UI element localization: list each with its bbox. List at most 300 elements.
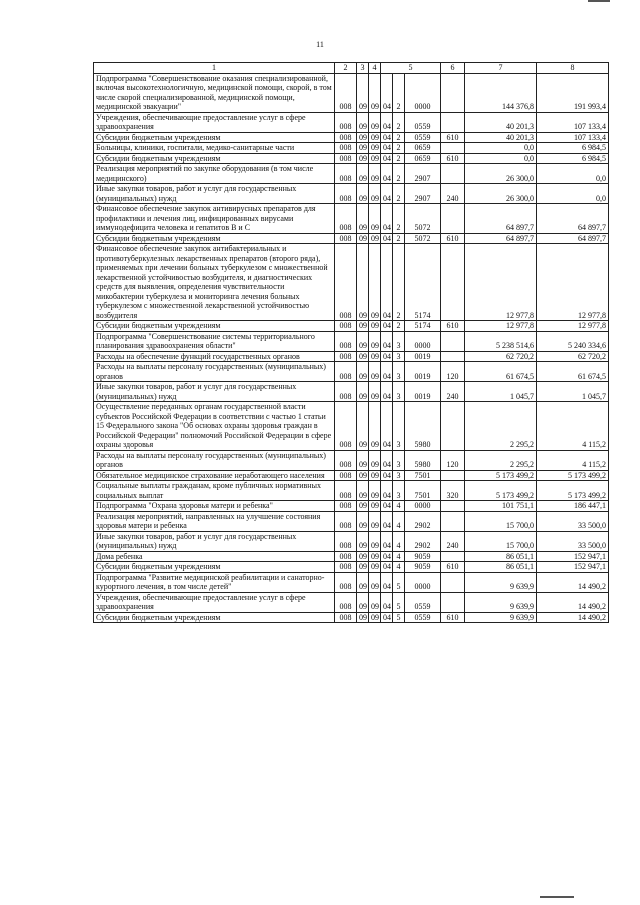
row-name: Финансовое обеспечение закупок антивирусных препаратов для профилактики и лечения лиц, инфицированных вирусами иммунодефицита человека и гепатитов В и С xyxy=(94,204,335,234)
code-section: 09 xyxy=(357,331,369,351)
code-subsection: 09 xyxy=(369,382,381,402)
code-subsection: 09 xyxy=(369,112,381,132)
value-year-1: 86 051,1 xyxy=(465,562,537,573)
code-ministry: 008 xyxy=(335,511,357,531)
code-subprogram: 2 xyxy=(393,204,405,234)
value-year-2: 1 045,7 xyxy=(537,382,609,402)
value-year-2: 0,0 xyxy=(537,184,609,204)
code-expense-type xyxy=(441,112,465,132)
code-ministry: 008 xyxy=(335,331,357,351)
code-direction: 7501 xyxy=(405,470,441,481)
code-expense-type xyxy=(441,572,465,592)
code-program: 04 xyxy=(381,204,393,234)
value-year-2: 14 490,2 xyxy=(537,612,609,623)
value-year-2: 14 490,2 xyxy=(537,592,609,612)
code-ministry: 008 xyxy=(335,481,357,501)
code-subsection: 09 xyxy=(369,481,381,501)
code-program: 04 xyxy=(381,321,393,332)
code-ministry: 008 xyxy=(335,592,357,612)
code-direction: 0559 xyxy=(405,112,441,132)
code-expense-type: 610 xyxy=(441,132,465,143)
code-subsection: 09 xyxy=(369,164,381,184)
value-year-2: 4 115,2 xyxy=(537,402,609,451)
code-subsection: 09 xyxy=(369,470,381,481)
code-subprogram: 3 xyxy=(393,481,405,501)
value-year-1: 64 897,7 xyxy=(465,204,537,234)
value-year-1: 9 639,9 xyxy=(465,612,537,623)
code-program: 04 xyxy=(381,481,393,501)
code-section: 09 xyxy=(357,511,369,531)
code-direction: 0019 xyxy=(405,362,441,382)
row-name: Финансовое обеспечение закупок антибактериальных и противотуберкулезных лекарственных препаратов (второго ряда), применяемых при лечении больных туберкулезом с множественной лекарственной устойчивостью возбудителя, и диагностических средств для выявления, определения чувствительности микобактерии туберкулеза и мониторинга лечения больных туберкулезом с множественной лекарственной устойчивостью возбудителя xyxy=(94,244,335,321)
row-name: Субсидии бюджетным учреждениям xyxy=(94,153,335,164)
value-year-2: 107 133,4 xyxy=(537,112,609,132)
code-subprogram: 4 xyxy=(393,531,405,551)
value-year-1: 12 977,8 xyxy=(465,244,537,321)
code-program: 04 xyxy=(381,470,393,481)
code-subprogram: 4 xyxy=(393,551,405,562)
code-ministry: 008 xyxy=(335,132,357,143)
code-expense-type xyxy=(441,204,465,234)
table-row xyxy=(94,362,609,382)
code-subprogram: 5 xyxy=(393,572,405,592)
value-year-2: 33 500,0 xyxy=(537,531,609,551)
code-expense-type xyxy=(441,244,465,321)
code-section: 09 xyxy=(357,244,369,321)
table-row xyxy=(94,531,609,551)
code-program: 04 xyxy=(381,351,393,362)
code-ministry: 008 xyxy=(335,112,357,132)
table-row xyxy=(94,143,609,154)
scan-mark-bottom xyxy=(540,896,574,898)
code-direction: 0000 xyxy=(405,501,441,512)
header-col-1: 1 xyxy=(94,63,335,74)
table-row xyxy=(94,233,609,244)
code-ministry: 008 xyxy=(335,184,357,204)
code-expense-type: 610 xyxy=(441,321,465,332)
code-section: 09 xyxy=(357,612,369,623)
row-name: Осуществление переданных органам государственной власти субъектов Российской Федерации в соответствии с частью 1 статьи 15 Федерального закона "Об основах охраны здоровья граждан в Российской Федерации" полномочий Российской Федерации в сфере охраны здоровья xyxy=(94,402,335,451)
value-year-2: 5 173 499,2 xyxy=(537,481,609,501)
code-direction: 0019 xyxy=(405,382,441,402)
code-section: 09 xyxy=(357,233,369,244)
value-year-2: 33 500,0 xyxy=(537,511,609,531)
value-year-2: 107 133,4 xyxy=(537,132,609,143)
value-year-1: 9 639,9 xyxy=(465,572,537,592)
code-direction: 0559 xyxy=(405,612,441,623)
code-expense-type xyxy=(441,73,465,112)
row-name: Субсидии бюджетным учреждениям xyxy=(94,562,335,573)
code-expense-type xyxy=(441,592,465,612)
code-subsection: 09 xyxy=(369,531,381,551)
table-row xyxy=(94,402,609,451)
code-section: 09 xyxy=(357,501,369,512)
code-subsection: 09 xyxy=(369,331,381,351)
value-year-1: 26 300,0 xyxy=(465,184,537,204)
table-row xyxy=(94,572,609,592)
code-subprogram: 3 xyxy=(393,351,405,362)
code-direction: 0000 xyxy=(405,572,441,592)
code-direction: 5174 xyxy=(405,244,441,321)
code-program: 04 xyxy=(381,73,393,112)
table-row xyxy=(94,511,609,531)
code-subsection: 09 xyxy=(369,233,381,244)
code-section: 09 xyxy=(357,592,369,612)
table-body xyxy=(94,73,609,623)
value-year-1: 86 051,1 xyxy=(465,551,537,562)
code-expense-type xyxy=(441,351,465,362)
table-row xyxy=(94,73,609,112)
header-col-8: 8 xyxy=(537,63,609,74)
value-year-1: 40 201,3 xyxy=(465,132,537,143)
code-section: 09 xyxy=(357,450,369,470)
row-name: Субсидии бюджетным учреждениям xyxy=(94,321,335,332)
code-subprogram: 3 xyxy=(393,331,405,351)
table-row xyxy=(94,204,609,234)
code-expense-type: 240 xyxy=(441,184,465,204)
code-expense-type xyxy=(441,501,465,512)
code-subsection: 09 xyxy=(369,562,381,573)
row-name: Иные закупки товаров, работ и услуг для государственных (муниципальных) нужд xyxy=(94,531,335,551)
code-subsection: 09 xyxy=(369,204,381,234)
code-program: 04 xyxy=(381,501,393,512)
value-year-1: 144 376,8 xyxy=(465,73,537,112)
code-expense-type: 610 xyxy=(441,233,465,244)
row-name: Социальные выплаты гражданам, кроме публичных нормативных социальных выплат xyxy=(94,481,335,501)
code-program: 04 xyxy=(381,233,393,244)
code-section: 09 xyxy=(357,362,369,382)
table-row xyxy=(94,470,609,481)
header-col-4: 4 xyxy=(369,63,381,74)
value-year-2: 6 984,5 xyxy=(537,143,609,154)
row-name: Подпрограмма "Совершенствование оказания специализированной, включая высокотехнологичную, медицинской помощи, скорой, в том числе скорой специализированной, медицинской помощи, медицинской эвакуации" xyxy=(94,73,335,112)
code-ministry: 008 xyxy=(335,612,357,623)
code-subprogram: 2 xyxy=(393,164,405,184)
row-name: Расходы на выплаты персоналу государственных (муниципальных) органов xyxy=(94,362,335,382)
code-section: 09 xyxy=(357,204,369,234)
code-section: 09 xyxy=(357,382,369,402)
code-ministry: 008 xyxy=(335,551,357,562)
table-row xyxy=(94,612,609,623)
value-year-2: 191 993,4 xyxy=(537,73,609,112)
table-row xyxy=(94,562,609,573)
code-subprogram: 2 xyxy=(393,184,405,204)
value-year-1: 15 700,0 xyxy=(465,531,537,551)
value-year-1: 5 173 499,2 xyxy=(465,470,537,481)
code-direction: 5980 xyxy=(405,402,441,451)
row-name: Расходы на обеспечение функций государственных органов xyxy=(94,351,335,362)
code-expense-type: 120 xyxy=(441,450,465,470)
value-year-1: 64 897,7 xyxy=(465,233,537,244)
table-row xyxy=(94,112,609,132)
code-section: 09 xyxy=(357,402,369,451)
value-year-1: 0,0 xyxy=(465,143,537,154)
code-direction: 0659 xyxy=(405,143,441,154)
code-direction: 0000 xyxy=(405,73,441,112)
code-subsection: 09 xyxy=(369,132,381,143)
code-program: 04 xyxy=(381,132,393,143)
code-subprogram: 3 xyxy=(393,450,405,470)
value-year-2: 5 173 499,2 xyxy=(537,470,609,481)
table-row xyxy=(94,481,609,501)
code-subprogram: 2 xyxy=(393,132,405,143)
code-ministry: 008 xyxy=(335,233,357,244)
code-subprogram: 5 xyxy=(393,592,405,612)
value-year-1: 62 720,2 xyxy=(465,351,537,362)
value-year-1: 5 173 499,2 xyxy=(465,481,537,501)
value-year-1: 1 045,7 xyxy=(465,382,537,402)
code-ministry: 008 xyxy=(335,501,357,512)
code-ministry: 008 xyxy=(335,321,357,332)
code-expense-type: 610 xyxy=(441,153,465,164)
row-name: Больницы, клиники, госпитали, медико-санитарные части xyxy=(94,143,335,154)
row-name: Субсидии бюджетным учреждениям xyxy=(94,233,335,244)
code-expense-type xyxy=(441,331,465,351)
value-year-2: 6 984,5 xyxy=(537,153,609,164)
code-section: 09 xyxy=(357,551,369,562)
code-direction: 0000 xyxy=(405,331,441,351)
row-name: Субсидии бюджетным учреждениям xyxy=(94,612,335,623)
code-subprogram: 2 xyxy=(393,153,405,164)
code-subsection: 09 xyxy=(369,592,381,612)
code-subsection: 09 xyxy=(369,351,381,362)
code-ministry: 008 xyxy=(335,73,357,112)
code-subprogram: 3 xyxy=(393,470,405,481)
value-year-2: 152 947,1 xyxy=(537,562,609,573)
code-ministry: 008 xyxy=(335,244,357,321)
code-subsection: 09 xyxy=(369,153,381,164)
code-subprogram: 4 xyxy=(393,562,405,573)
code-expense-type xyxy=(441,470,465,481)
code-direction: 9059 xyxy=(405,551,441,562)
code-subsection: 09 xyxy=(369,184,381,204)
code-program: 04 xyxy=(381,153,393,164)
code-direction: 9059 xyxy=(405,562,441,573)
value-year-1: 101 751,1 xyxy=(465,501,537,512)
budget-table xyxy=(93,62,609,623)
value-year-1: 26 300,0 xyxy=(465,164,537,184)
row-name: Подпрограмма "Совершенствование системы территориального планирования здравоохранения области" xyxy=(94,331,335,351)
code-section: 09 xyxy=(357,321,369,332)
code-program: 04 xyxy=(381,592,393,612)
table-row xyxy=(94,164,609,184)
code-section: 09 xyxy=(357,531,369,551)
table-row xyxy=(94,153,609,164)
code-ministry: 008 xyxy=(335,562,357,573)
code-subsection: 09 xyxy=(369,501,381,512)
code-direction: 2907 xyxy=(405,184,441,204)
code-subsection: 09 xyxy=(369,450,381,470)
table-row xyxy=(94,382,609,402)
code-subprogram: 3 xyxy=(393,362,405,382)
code-subprogram: 2 xyxy=(393,73,405,112)
code-ministry: 008 xyxy=(335,153,357,164)
code-program: 04 xyxy=(381,112,393,132)
value-year-1: 40 201,3 xyxy=(465,112,537,132)
code-section: 09 xyxy=(357,143,369,154)
value-year-2: 61 674,5 xyxy=(537,362,609,382)
code-program: 04 xyxy=(381,244,393,321)
code-subprogram: 2 xyxy=(393,321,405,332)
code-program: 04 xyxy=(381,362,393,382)
code-program: 04 xyxy=(381,562,393,573)
code-direction: 5174 xyxy=(405,321,441,332)
code-ministry: 008 xyxy=(335,470,357,481)
code-subsection: 09 xyxy=(369,572,381,592)
code-program: 04 xyxy=(381,143,393,154)
row-name: Учреждения, обеспечивающие предоставление услуг в сфере здравоохранения xyxy=(94,592,335,612)
table-row xyxy=(94,331,609,351)
value-year-2: 12 977,8 xyxy=(537,244,609,321)
scan-mark-top xyxy=(588,0,610,2)
code-expense-type: 240 xyxy=(441,382,465,402)
code-ministry: 008 xyxy=(335,362,357,382)
code-section: 09 xyxy=(357,164,369,184)
header-col-3: 3 xyxy=(357,63,369,74)
code-expense-type: 610 xyxy=(441,612,465,623)
table-row xyxy=(94,321,609,332)
code-section: 09 xyxy=(357,351,369,362)
header-col-5: 5 xyxy=(381,63,441,74)
table-row xyxy=(94,132,609,143)
code-ministry: 008 xyxy=(335,572,357,592)
code-program: 04 xyxy=(381,450,393,470)
code-expense-type xyxy=(441,402,465,451)
value-year-1: 5 238 514,6 xyxy=(465,331,537,351)
table-row xyxy=(94,551,609,562)
code-program: 04 xyxy=(381,382,393,402)
code-subsection: 09 xyxy=(369,551,381,562)
code-subprogram: 2 xyxy=(393,244,405,321)
value-year-2: 4 115,2 xyxy=(537,450,609,470)
code-program: 04 xyxy=(381,531,393,551)
value-year-2: 186 447,1 xyxy=(537,501,609,512)
code-subprogram: 3 xyxy=(393,402,405,451)
value-year-1: 2 295,2 xyxy=(465,402,537,451)
code-direction: 5980 xyxy=(405,450,441,470)
value-year-1: 12 977,8 xyxy=(465,321,537,332)
code-subsection: 09 xyxy=(369,244,381,321)
code-expense-type: 610 xyxy=(441,562,465,573)
code-program: 04 xyxy=(381,184,393,204)
code-section: 09 xyxy=(357,562,369,573)
code-program: 04 xyxy=(381,331,393,351)
row-name: Иные закупки товаров, работ и услуг для государственных (муниципальных) нужд xyxy=(94,184,335,204)
row-name: Реализация мероприятий, направленных на улучшение состояния здоровья матери и ребенка xyxy=(94,511,335,531)
row-name: Реализация мероприятий по закупке оборудования (в том числе медицинского) xyxy=(94,164,335,184)
code-subprogram: 4 xyxy=(393,501,405,512)
code-expense-type: 240 xyxy=(441,531,465,551)
code-ministry: 008 xyxy=(335,143,357,154)
table-row xyxy=(94,592,609,612)
code-direction: 2902 xyxy=(405,531,441,551)
value-year-1: 0,0 xyxy=(465,153,537,164)
code-expense-type xyxy=(441,143,465,154)
code-direction: 0559 xyxy=(405,592,441,612)
code-ministry: 008 xyxy=(335,382,357,402)
code-subsection: 09 xyxy=(369,402,381,451)
code-expense-type: 120 xyxy=(441,362,465,382)
value-year-1: 2 295,2 xyxy=(465,450,537,470)
code-subsection: 09 xyxy=(369,143,381,154)
code-subprogram: 5 xyxy=(393,612,405,623)
code-subprogram: 2 xyxy=(393,143,405,154)
row-name: Субсидии бюджетным учреждениям xyxy=(94,132,335,143)
row-name: Иные закупки товаров, работ и услуг для государственных (муниципальных) нужд xyxy=(94,382,335,402)
value-year-1: 15 700,0 xyxy=(465,511,537,531)
code-section: 09 xyxy=(357,572,369,592)
code-expense-type xyxy=(441,511,465,531)
header-row xyxy=(94,63,609,74)
code-subsection: 09 xyxy=(369,321,381,332)
value-year-2: 12 977,8 xyxy=(537,321,609,332)
code-program: 04 xyxy=(381,402,393,451)
code-subsection: 09 xyxy=(369,362,381,382)
row-name: Учреждения, обеспечивающие предоставление услуг в сфере здравоохранения xyxy=(94,112,335,132)
table-row xyxy=(94,351,609,362)
value-year-1: 9 639,9 xyxy=(465,592,537,612)
value-year-2: 5 240 334,6 xyxy=(537,331,609,351)
code-subprogram: 4 xyxy=(393,511,405,531)
code-ministry: 008 xyxy=(335,402,357,451)
value-year-1: 61 674,5 xyxy=(465,362,537,382)
row-name: Расходы на выплаты персоналу государственных (муниципальных) органов xyxy=(94,450,335,470)
code-expense-type xyxy=(441,164,465,184)
row-name: Обязательное медицинское страхование неработающего населения xyxy=(94,470,335,481)
row-name: Дома ребенка xyxy=(94,551,335,562)
code-program: 04 xyxy=(381,612,393,623)
table-row xyxy=(94,501,609,512)
code-section: 09 xyxy=(357,470,369,481)
code-section: 09 xyxy=(357,112,369,132)
code-subprogram: 2 xyxy=(393,233,405,244)
code-subprogram: 3 xyxy=(393,382,405,402)
table-row xyxy=(94,450,609,470)
row-name: Подпрограмма "Охрана здоровья матери и ребенка" xyxy=(94,501,335,512)
header-col-2: 2 xyxy=(335,63,357,74)
code-subsection: 09 xyxy=(369,612,381,623)
value-year-2: 64 897,7 xyxy=(537,204,609,234)
code-section: 09 xyxy=(357,73,369,112)
table-row xyxy=(94,244,609,321)
code-direction: 0019 xyxy=(405,351,441,362)
code-subprogram: 2 xyxy=(393,112,405,132)
code-ministry: 008 xyxy=(335,351,357,362)
value-year-2: 152 947,1 xyxy=(537,551,609,562)
code-ministry: 008 xyxy=(335,204,357,234)
code-expense-type: 320 xyxy=(441,481,465,501)
code-direction: 7501 xyxy=(405,481,441,501)
code-program: 04 xyxy=(381,511,393,531)
row-name: Подпрограмма "Развитие медицинской реабилитации и санаторно-курортного лечения, в том числе детей" xyxy=(94,572,335,592)
code-subsection: 09 xyxy=(369,73,381,112)
code-program: 04 xyxy=(381,164,393,184)
code-direction: 2907 xyxy=(405,164,441,184)
code-section: 09 xyxy=(357,481,369,501)
code-direction: 5072 xyxy=(405,204,441,234)
value-year-2: 64 897,7 xyxy=(537,233,609,244)
value-year-2: 0,0 xyxy=(537,164,609,184)
code-program: 04 xyxy=(381,572,393,592)
code-section: 09 xyxy=(357,153,369,164)
code-section: 09 xyxy=(357,132,369,143)
code-direction: 5072 xyxy=(405,233,441,244)
code-ministry: 008 xyxy=(335,531,357,551)
header-col-7: 7 xyxy=(465,63,537,74)
value-year-2: 14 490,2 xyxy=(537,572,609,592)
header-col-6: 6 xyxy=(441,63,465,74)
value-year-2: 62 720,2 xyxy=(537,351,609,362)
